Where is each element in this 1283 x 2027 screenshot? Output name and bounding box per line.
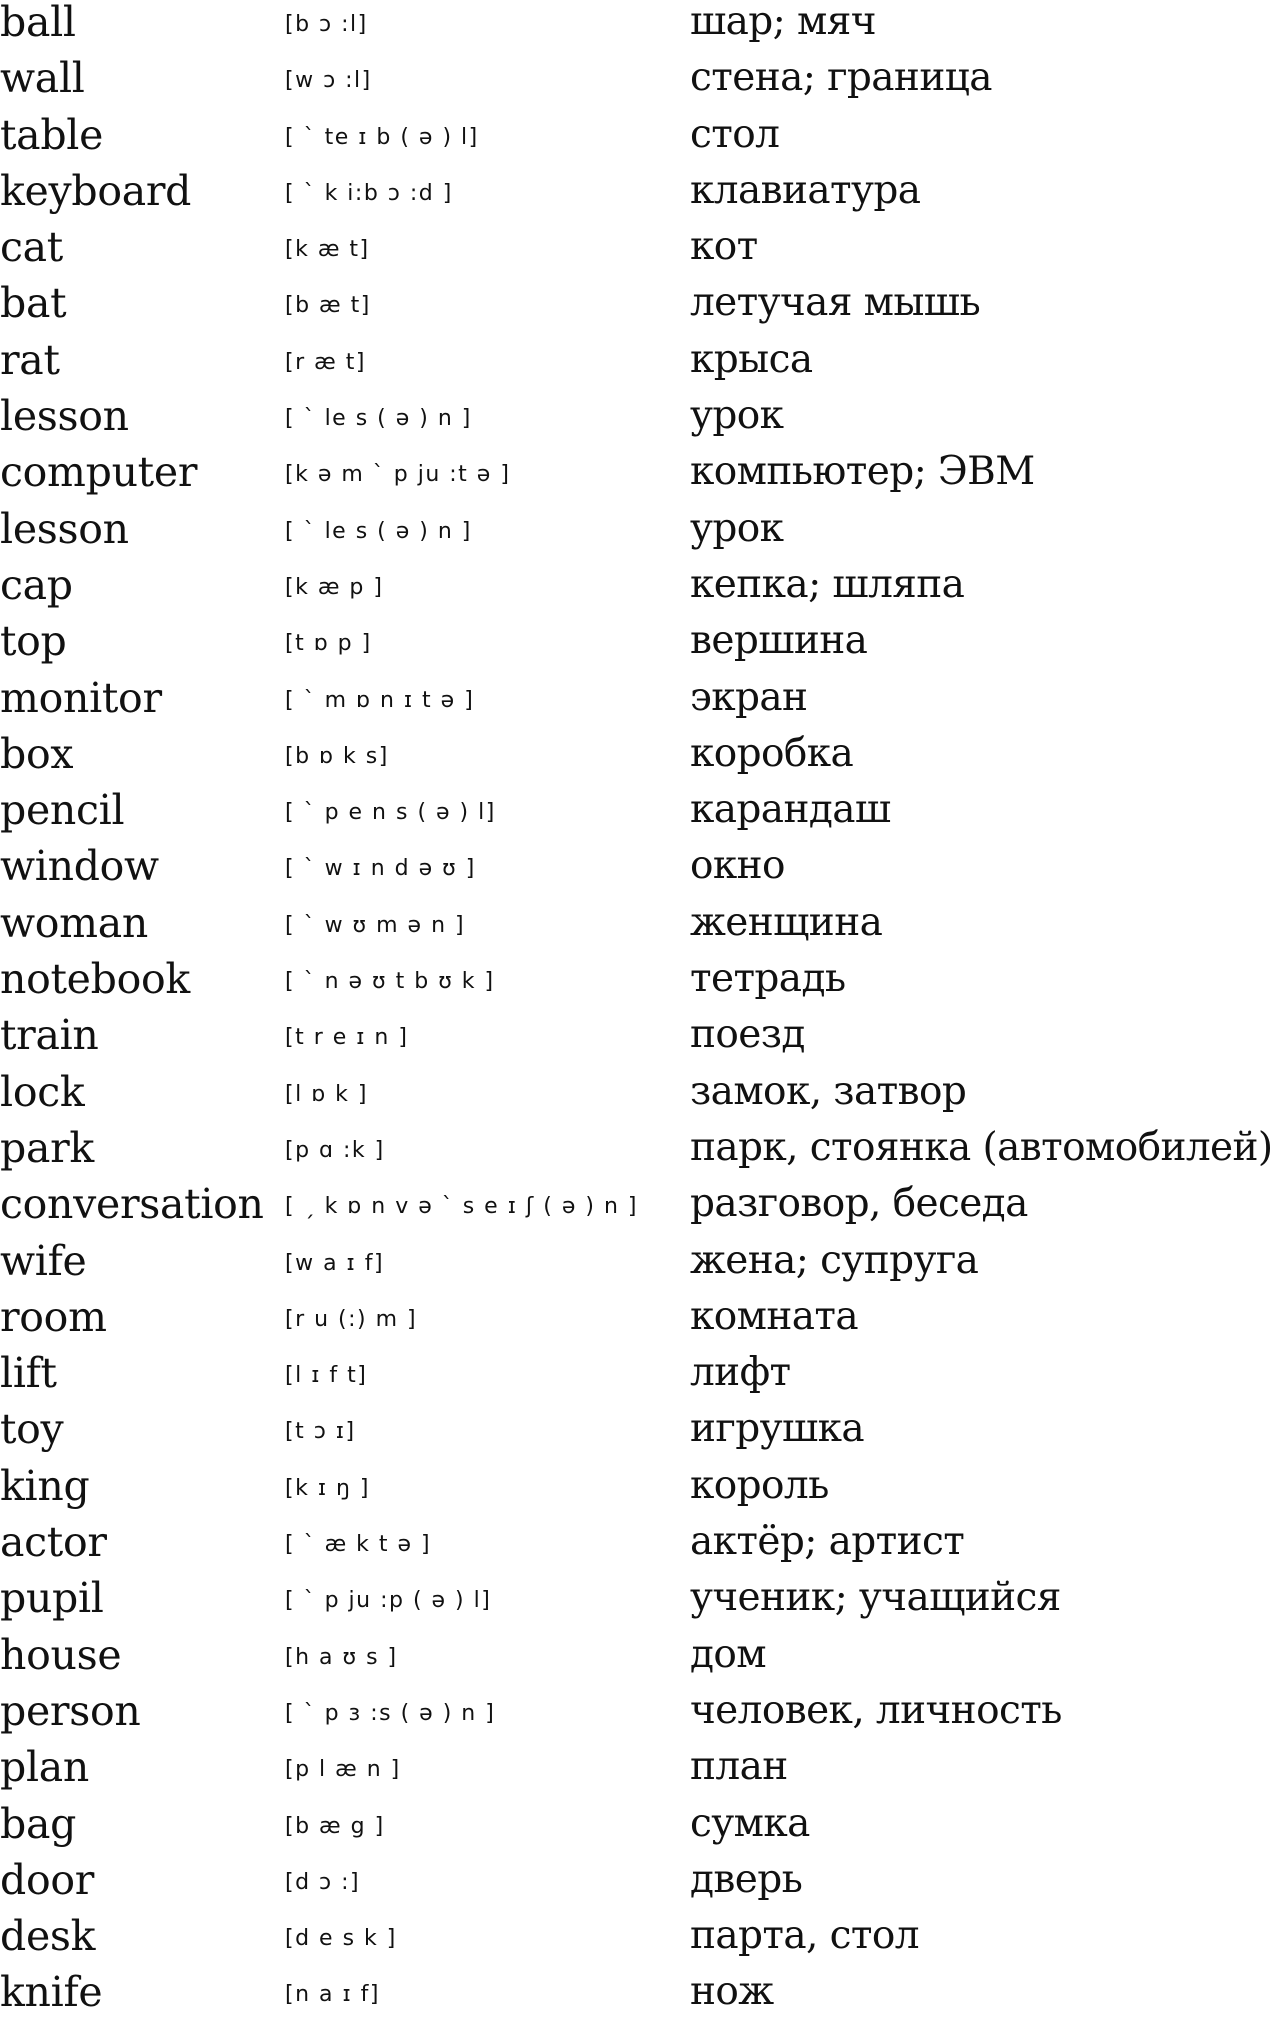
russian-translation: человек, личность [690,1687,1062,1733]
russian-translation: сумка [690,1800,810,1846]
vocab-row [0,1576,1283,1632]
russian-translation: жена; супруга [690,1237,979,1283]
english-word: knife [0,1968,103,2017]
english-word: conversation [0,1180,264,1229]
vocab-row [0,673,1283,732]
phonetic-transcription: [b æ t] [285,293,371,319]
phonetic-transcription: [h a ʊ s ] [285,1644,398,1670]
russian-translation: окно [690,843,785,889]
russian-translation: комната [690,1293,859,1339]
russian-translation: урок [690,393,784,439]
russian-translation: летучая мышь [690,280,981,326]
english-word: actor [0,1518,107,1567]
english-word: person [0,1686,141,1735]
vocab-row [0,0,1283,56]
phonetic-transcription: [k ɪ ŋ ] [285,1475,371,1501]
english-word: cat [0,223,63,272]
phonetic-transcription: [ ` æ k t ə ] [285,1532,432,1558]
russian-translation: компьютер; ЭВМ [690,449,1035,495]
russian-translation: актёр; артист [690,1519,965,1565]
vocab-row [0,619,1283,675]
vocab-row [0,1351,1283,1407]
english-word: lesson [0,504,129,553]
phonetic-transcription: [k æ p ] [285,574,384,600]
english-word: rat [0,335,60,384]
english-word: notebook [0,955,190,1004]
phonetic-transcription: [ ` p ɜ :s ( ə ) n ] [285,1700,496,1726]
vocab-row [0,1236,1283,1295]
vocab-row [0,450,1283,506]
english-word: lift [0,1349,57,1398]
phonetic-transcription: [l ɪ f t] [285,1363,368,1389]
vocab-row [0,1855,1283,1914]
russian-translation: женщина [690,899,883,945]
russian-translation: тетрадь [690,956,846,1002]
vocab-row [0,1407,1283,1463]
english-word: pencil [0,786,125,835]
vocab-row [0,1520,1283,1576]
russian-translation: стена; граница [690,55,992,101]
phonetic-transcription: [r æ t] [285,349,366,375]
vocab-row [0,225,1283,281]
vocab-row [0,1686,1283,1745]
english-word: door [0,1855,95,1904]
phonetic-transcription: [b æ g ] [285,1813,385,1839]
vocab-row [0,957,1283,1013]
phonetic-transcription: [t ɒ p ] [285,631,372,657]
russian-translation: король [690,1462,829,1508]
russian-translation: вершина [690,618,868,664]
english-word: ball [0,0,76,46]
english-word: monitor [0,673,162,722]
phonetic-transcription: [ ` te ɪ b ( ə ) l] [285,124,479,150]
russian-translation: крыса [690,336,813,382]
phonetic-transcription: [ ` w ɪ n d ə ʊ ] [285,856,476,882]
phonetic-transcription: [ ` p e n s ( ə ) l] [285,800,496,826]
english-word: bag [0,1799,77,1848]
english-word: woman [0,898,149,947]
english-word: wall [0,54,85,103]
russian-translation: шар; мяч [690,0,876,44]
russian-translation: лифт [690,1350,791,1396]
english-word: house [0,1630,122,1679]
phonetic-transcription: [w a ɪ f] [285,1250,385,1276]
phonetic-transcription: [ ` w ʊ m ə n ] [285,912,466,938]
phonetic-transcription: [p l æ n ] [285,1757,401,1783]
english-word: king [0,1461,90,1510]
vocab-row [0,166,1283,225]
russian-translation: карандаш [690,787,891,833]
russian-translation: замок, затвор [690,1068,967,1114]
vocab-row [0,110,1283,169]
russian-translation: дом [690,1631,767,1677]
phonetic-transcription: [r u (:) m ] [285,1306,418,1332]
vocab-row [0,56,1283,112]
russian-translation: экран [690,674,808,720]
english-word: lock [0,1067,85,1116]
vocab-row [0,844,1283,900]
english-word: wife [0,1236,87,1285]
phonetic-transcription: [ ` n ə ʊ t b ʊ k ] [285,969,495,995]
english-word: room [0,1292,107,1341]
russian-translation: парта, стол [690,1913,919,1959]
phonetic-transcription: [w ɔ :l] [285,68,372,94]
russian-translation: парк, стоянка (автомобилей) [690,1124,1273,1170]
phonetic-transcription: [d ɔ :] [285,1869,361,1895]
vocab-row [0,1461,1283,1520]
english-word: plan [0,1743,90,1792]
russian-translation: клавиатура [690,167,921,213]
vocab-row [0,504,1283,563]
phonetic-transcription: [ ` p ju :p ( ə ) l] [285,1588,492,1614]
phonetic-transcription: [p ɑ :k ] [285,1137,385,1163]
phonetic-transcription: [k æ t] [285,237,370,263]
english-word: pupil [0,1574,104,1623]
english-word: lesson [0,392,129,441]
english-word: train [0,1011,99,1060]
russian-translation: дверь [690,1856,803,1902]
vocab-row [0,560,1283,619]
phonetic-transcription: [l ɒ k ] [285,1081,368,1107]
phonetic-transcription: [b ɒ k s] [285,743,389,769]
russian-translation: нож [690,1969,774,2015]
phonetic-transcription: [ ` le s ( ə ) n ] [285,518,472,544]
vocab-row [0,788,1283,844]
phonetic-transcription: [k ə m ` p ju :t ə ] [285,462,511,488]
russian-translation: игрушка [690,1406,865,1452]
russian-translation: кепка; шляпа [690,561,965,607]
vocab-row [0,729,1283,788]
vocab-row [0,1970,1283,2026]
english-word: keyboard [0,166,192,215]
russian-translation: разговор, беседа [690,1181,1028,1227]
english-word: computer [0,448,198,497]
vocab-row [0,1745,1283,1801]
vocab-row [0,1799,1283,1858]
phonetic-transcription: [ ` m ɒ n ɪ t ə ] [285,687,475,713]
english-word: bat [0,279,67,328]
vocab-row [0,1067,1283,1126]
vocab-row [0,1914,1283,1970]
english-word: cap [0,560,73,609]
phonetic-transcription: [ ` le s ( ə ) n ] [285,406,472,432]
phonetic-transcription: [n a ɪ f] [285,1982,380,2008]
vocab-row [0,1123,1283,1182]
vocab-row [0,898,1283,957]
phonetic-transcription: [t r e ɪ n ] [285,1025,409,1051]
phonetic-transcription: [d e s k ] [285,1926,397,1952]
english-word: toy [0,1405,64,1454]
english-word: top [0,617,67,666]
vocab-row [0,1013,1283,1069]
phonetic-transcription: [ ` k i:b ɔ :d ] [285,180,453,206]
vocab-row [0,1292,1283,1351]
russian-translation: ученик; учащийся [690,1575,1061,1621]
english-word: window [0,842,159,891]
phonetic-transcription: [t ɔ ɪ] [285,1419,356,1445]
russian-translation: коробка [690,730,854,776]
russian-translation: стол [690,111,780,157]
vocab-row [0,281,1283,337]
vocab-row [0,1182,1283,1238]
phonetic-transcription: [ ˏ k ɒ n v ə ` s e ɪ ʃ ( ə ) n ] [285,1194,638,1220]
russian-translation: план [690,1744,788,1790]
english-word: box [0,729,74,778]
english-word: park [0,1123,94,1172]
russian-translation: урок [690,505,784,551]
vocab-row [0,335,1283,394]
phonetic-transcription: [b ɔ :l] [285,12,368,37]
english-word: desk [0,1912,96,1961]
english-word: table [0,110,104,159]
vocab-row [0,1630,1283,1689]
vocab-row [0,394,1283,450]
russian-translation: кот [690,224,758,270]
russian-translation: поезд [690,1012,805,1058]
